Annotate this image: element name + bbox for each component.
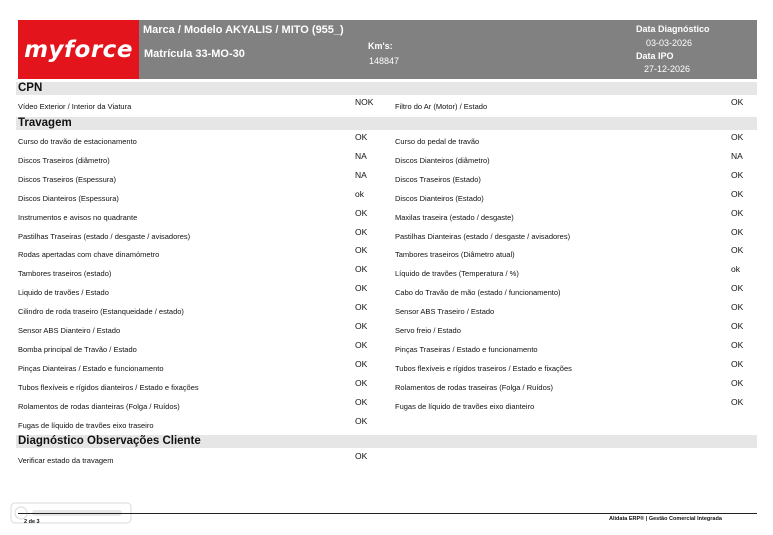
checklist-row [0,282,773,300]
checklist-row [0,207,773,225]
item-label-left: Tambores traseiros (estado) [18,269,112,279]
item-label-left: Vídeo Exterior / Interior da Viatura [18,102,132,111]
item-status-right: OK [731,302,744,313]
item-label-right: Maxilas traseira (estado / desgaste) [395,212,514,222]
checklist-row [0,263,773,281]
item-status-left: OK [355,264,368,275]
checklist-row [0,226,773,244]
item-label-left: Rodas apertadas com chave dinamómetro [18,250,160,260]
item-label-left: Verificar estado da travagem [18,456,114,465]
checklist-row [0,188,773,206]
item-label-right: Discos Dianteiros (Estado) [395,193,484,203]
checklist-row [0,169,773,187]
page-number: 2 de 3 [24,519,40,525]
ipo-date-label: Data IPO [636,51,674,61]
checklist-row [0,96,773,114]
item-status-left: OK [355,358,368,369]
item-label-left: Cilindro de roda traseiro (Estanqueidade / estado) [18,307,184,317]
checklist-row [0,339,773,357]
checklist-row [0,244,773,262]
item-status-right: OK [731,358,744,369]
item-label-left: Fugas de líquido de travões eixo traseiro [18,420,154,430]
item-status-left: OK [355,245,368,256]
item-status-right: OK [731,169,744,180]
item-label-left: Discos Traseiros (Espessura) [18,174,116,184]
item-label-right: Tambores traseiros (Diâmetro atual) [395,250,515,260]
report-header [18,20,757,79]
item-label-left: Bomba principal de Travão / Estado [18,344,137,354]
brand-logo [18,20,139,79]
item-status-left: OK [355,283,368,294]
item-status-left: OK [355,377,368,388]
item-label-right: Pinças Traseiras / Estado e funcionamento [395,344,538,354]
item-status-left: OK [355,339,368,350]
item-status-left: NOK [355,97,374,107]
item-status-left: OK [355,207,368,218]
item-label-right: Discos Traseiros (Estado) [395,174,481,184]
item-label-right: Curso do pedal de travão [395,137,480,146]
item-status-right: OK [731,188,744,199]
checklist-row [0,131,773,149]
item-label-left: Liquido de travões / Estado [18,288,109,298]
plate-line: Matrícula 33-MO-30 [144,48,245,60]
checklist-row [0,301,773,319]
item-status-left: NA [355,150,367,161]
item-label-right: Servo freio / Estado [395,326,461,335]
item-label-right: Líquido de travões (Temperatura / %) [395,269,519,279]
model-line: Marca / Modelo AKYALIS / MITO (955_) [143,24,344,36]
item-label-right: Cabo do Travão de mão (estado / funcionamento) [395,288,561,298]
km-value: 148847 [369,56,400,66]
item-label-left: Pinças Dianteiras / Estado e funcionamento [18,363,164,373]
item-status-left: OK [355,132,368,142]
item-status-left: NA [355,169,367,180]
item-status-left: OK [355,226,368,237]
checklist-row [0,377,773,395]
item-status-right: ok [731,264,740,275]
item-status-left: OK [355,396,368,407]
item-status-right: OK [731,396,744,407]
ipo-date-value: 27-12-2026 [644,64,691,74]
vehicle-info-bar [139,20,757,79]
item-status-right: OK [731,226,744,237]
item-label-left: Sensor ABS Dianteiro / Estado [18,326,121,335]
item-status-right: OK [731,283,744,294]
km-label: Km's: [368,41,393,51]
item-label-left: Curso do travão de estacionamento [18,137,137,146]
item-status-right: OK [731,339,744,350]
checklist-row [0,450,773,468]
item-status-right: OK [731,245,744,256]
item-status-right: OK [731,207,744,218]
item-label-left: Pastilhas Traseiras (estado / desgaste / avisadores) [18,231,191,241]
section-travagem: Travagem [16,117,757,130]
item-status-left: OK [355,321,368,331]
item-label-right: Sensor ABS Traseiro / Estado [395,307,495,317]
item-status-left: OK [355,302,368,313]
checklist-row [0,150,773,168]
item-status-right: OK [731,377,744,388]
checklist-row [0,415,773,433]
item-status-right: OK [731,321,744,331]
section-diag-observacoes: Diagnóstico Observações Cliente [16,435,757,448]
logo-text: myforce [24,36,133,63]
item-status-left: ok [355,188,364,199]
item-status-right: OK [731,97,744,107]
item-label-right: Pastilhas Dianteiras (estado / desgaste / avisadores) [395,231,571,241]
item-label-right: Tubos flexíveis e rígidos traseiros / Estado e fixações [395,363,572,373]
item-label-right: Rolamentos de rodas traseiras (Folga / Ruídos) [395,382,553,392]
item-label-right: Fugas de líquido de travões eixo dianteiro [395,401,535,411]
item-label-left: Discos Traseiros (diâmetro) [18,155,110,165]
checklist-row [0,396,773,414]
checklist-row [0,320,773,338]
diag-date-label: Data Diagnóstico [636,24,710,34]
checklist-row [0,358,773,376]
footer-brand: Alidata ERP® | Gestão Comercial Integrada [609,516,722,522]
item-status-left: OK [355,415,368,426]
item-label-left: Tubos flexíveis e rígidos dianteiros / Estado e fixações [18,382,199,392]
diag-date-value: 03-03-2026 [646,38,693,48]
item-label-right: Filtro do Ar (Motor) / Estado [395,102,488,111]
item-label-left: Instrumentos e avisos no quadrante [18,212,138,222]
item-label-left: Rolamentos de rodas dianteiras (Folga / Ruídos) [18,401,180,411]
item-label-left: Discos Dianteiros (Espessura) [18,193,119,203]
item-status-left: OK [355,451,368,461]
item-label-right: Discos Dianteiros (diâmetro) [395,155,490,165]
section-cpn: CPN [16,82,757,95]
item-status-right: NA [731,150,743,161]
item-status-right: OK [731,132,744,142]
footer-divider [18,513,757,514]
